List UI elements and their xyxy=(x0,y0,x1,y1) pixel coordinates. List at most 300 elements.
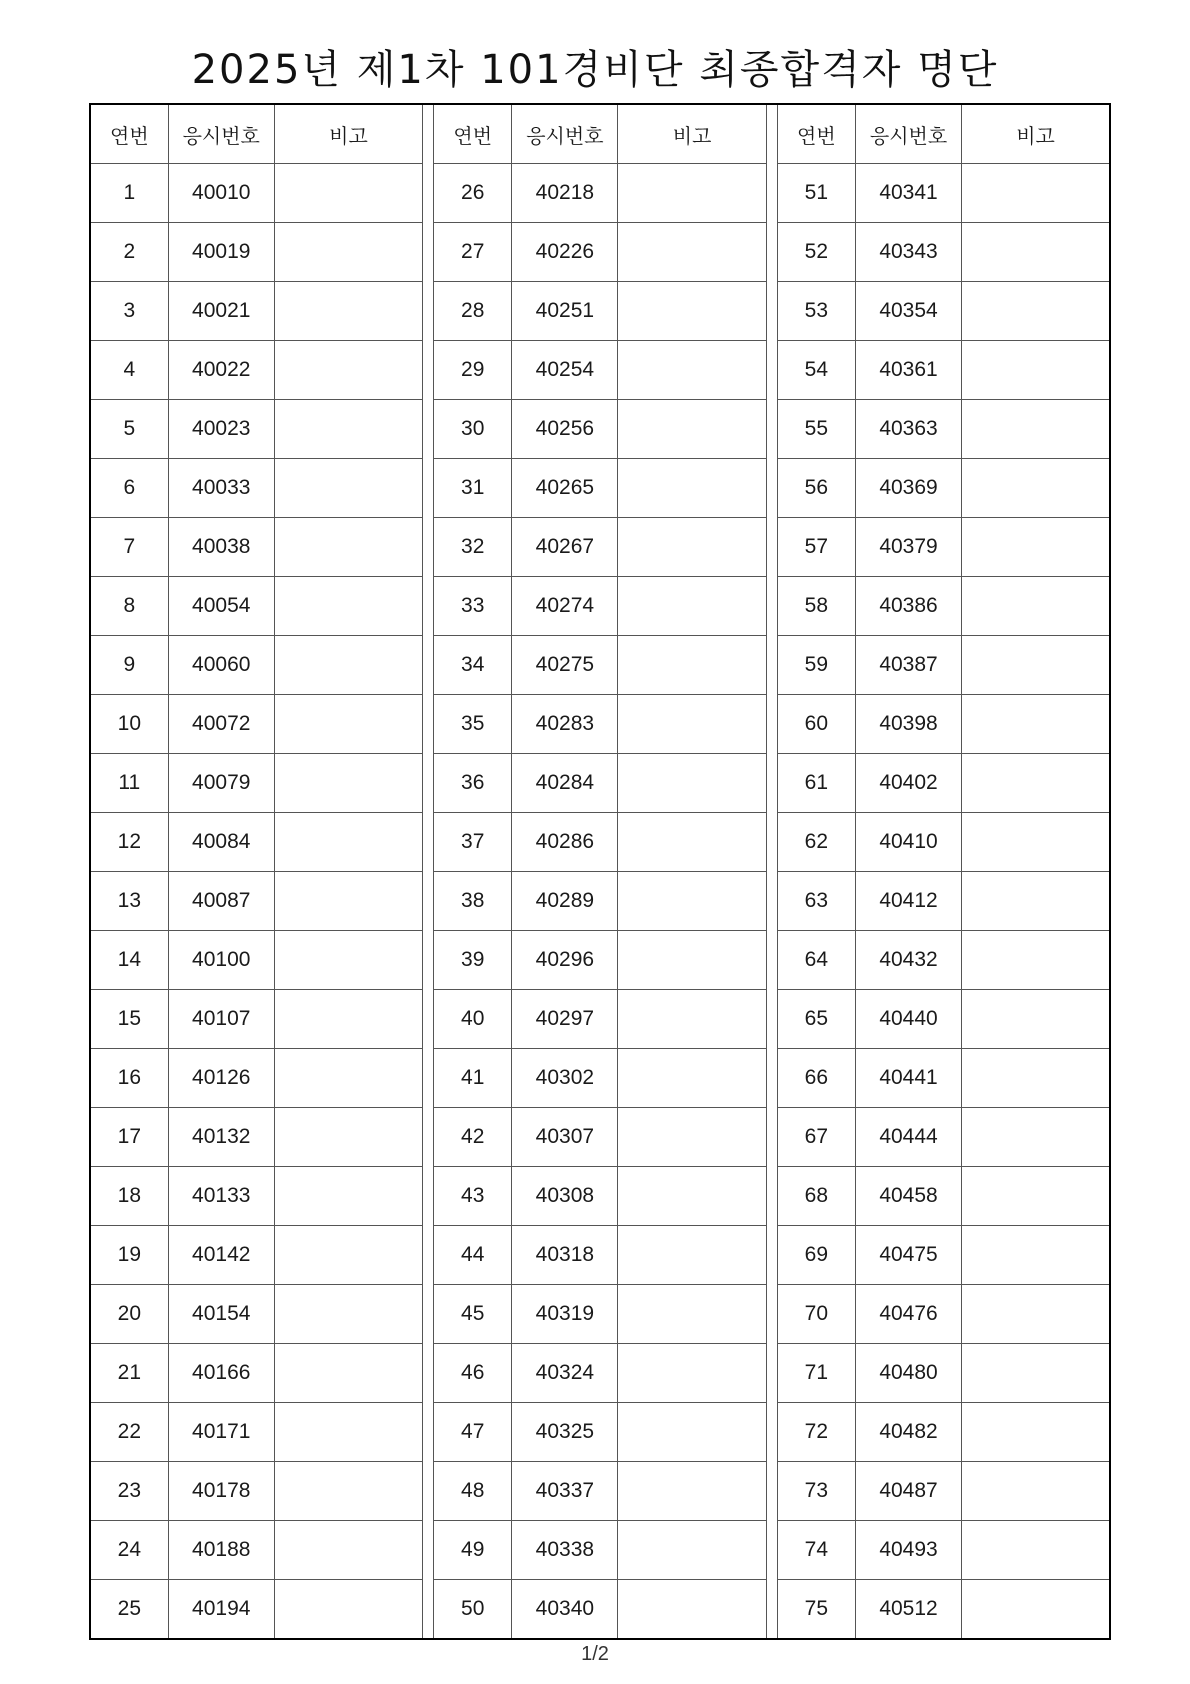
note-cell xyxy=(962,636,1110,695)
seq-cell: 48 xyxy=(434,1462,512,1521)
exam-number-cell: 40402 xyxy=(855,754,961,813)
exam-number-cell: 40022 xyxy=(168,341,274,400)
note-cell xyxy=(274,754,422,813)
seq-cell: 5 xyxy=(90,400,168,459)
table-row xyxy=(90,872,1110,931)
seq-cell: 60 xyxy=(777,695,855,754)
table-row xyxy=(90,400,1110,459)
exam-number-cell: 40296 xyxy=(512,931,618,990)
table-row xyxy=(90,1462,1110,1521)
note-cell xyxy=(962,1049,1110,1108)
exam-number-cell: 40387 xyxy=(855,636,961,695)
table-row xyxy=(90,1049,1110,1108)
seq-cell: 53 xyxy=(777,282,855,341)
column-gap xyxy=(423,1403,434,1462)
seq-cell: 54 xyxy=(777,341,855,400)
exam-number-cell: 40286 xyxy=(512,813,618,872)
passer-roster-table xyxy=(89,103,1111,1640)
table-row xyxy=(90,1167,1110,1226)
exam-number-cell: 40275 xyxy=(512,636,618,695)
header-note: 비고 xyxy=(618,104,766,164)
column-gap xyxy=(423,872,434,931)
seq-cell: 52 xyxy=(777,223,855,282)
exam-number-cell: 40412 xyxy=(855,872,961,931)
column-gap xyxy=(423,990,434,1049)
exam-number-cell: 40338 xyxy=(512,1521,618,1580)
seq-cell: 1 xyxy=(90,164,168,223)
exam-number-cell: 40010 xyxy=(168,164,274,223)
note-cell xyxy=(618,1167,766,1226)
seq-cell: 37 xyxy=(434,813,512,872)
note-cell xyxy=(274,813,422,872)
column-gap xyxy=(766,1462,777,1521)
exam-number-cell: 40060 xyxy=(168,636,274,695)
exam-number-cell: 40100 xyxy=(168,931,274,990)
table-row xyxy=(90,636,1110,695)
note-cell xyxy=(962,282,1110,341)
note-cell xyxy=(962,577,1110,636)
column-gap xyxy=(766,931,777,990)
note-cell xyxy=(618,1580,766,1640)
seq-cell: 68 xyxy=(777,1167,855,1226)
note-cell xyxy=(962,1344,1110,1403)
note-cell xyxy=(618,1344,766,1403)
seq-cell: 28 xyxy=(434,282,512,341)
exam-number-cell: 40267 xyxy=(512,518,618,577)
note-cell xyxy=(962,990,1110,1049)
seq-cell: 61 xyxy=(777,754,855,813)
note-cell xyxy=(962,754,1110,813)
column-gap xyxy=(766,872,777,931)
note-cell xyxy=(618,1049,766,1108)
exam-number-cell: 40341 xyxy=(855,164,961,223)
column-gap xyxy=(423,400,434,459)
seq-cell: 43 xyxy=(434,1167,512,1226)
exam-number-cell: 40274 xyxy=(512,577,618,636)
note-cell xyxy=(962,695,1110,754)
note-cell xyxy=(962,400,1110,459)
exam-number-cell: 40476 xyxy=(855,1285,961,1344)
note-cell xyxy=(274,518,422,577)
note-cell xyxy=(274,636,422,695)
column-gap xyxy=(766,223,777,282)
seq-cell: 69 xyxy=(777,1226,855,1285)
column-gap xyxy=(423,341,434,400)
seq-cell: 41 xyxy=(434,1049,512,1108)
exam-number-cell: 40308 xyxy=(512,1167,618,1226)
note-cell xyxy=(618,1462,766,1521)
document-title: 2025년 제1차 101경비단 최종합격자 명단 xyxy=(191,47,999,93)
exam-number-cell: 40386 xyxy=(855,577,961,636)
exam-number-cell: 40251 xyxy=(512,282,618,341)
column-gap xyxy=(423,1167,434,1226)
note-cell xyxy=(274,1049,422,1108)
seq-cell: 57 xyxy=(777,518,855,577)
note-cell xyxy=(618,1521,766,1580)
exam-number-cell: 40019 xyxy=(168,223,274,282)
table-row xyxy=(90,990,1110,1049)
note-cell xyxy=(618,164,766,223)
seq-cell: 36 xyxy=(434,754,512,813)
exam-number-cell: 40337 xyxy=(512,1462,618,1521)
exam-number-cell: 40132 xyxy=(168,1108,274,1167)
column-gap xyxy=(766,1285,777,1344)
exam-number-cell: 40354 xyxy=(855,282,961,341)
column-gap xyxy=(423,223,434,282)
column-gap xyxy=(423,577,434,636)
exam-number-cell: 40265 xyxy=(512,459,618,518)
column-gap xyxy=(423,164,434,223)
seq-cell: 70 xyxy=(777,1285,855,1344)
column-gap xyxy=(766,1226,777,1285)
column-gap xyxy=(766,104,777,164)
column-gap xyxy=(423,1462,434,1521)
table-row xyxy=(90,1108,1110,1167)
note-cell xyxy=(962,813,1110,872)
seq-cell: 12 xyxy=(90,813,168,872)
note-cell xyxy=(274,1580,422,1640)
column-gap xyxy=(423,1108,434,1167)
column-gap xyxy=(423,1285,434,1344)
exam-number-cell: 40126 xyxy=(168,1049,274,1108)
seq-cell: 75 xyxy=(777,1580,855,1640)
seq-cell: 63 xyxy=(777,872,855,931)
exam-number-cell: 40283 xyxy=(512,695,618,754)
note-cell xyxy=(618,1226,766,1285)
seq-cell: 62 xyxy=(777,813,855,872)
note-cell xyxy=(618,931,766,990)
column-gap xyxy=(423,695,434,754)
column-gap xyxy=(766,459,777,518)
column-gap xyxy=(423,459,434,518)
seq-cell: 10 xyxy=(90,695,168,754)
note-cell xyxy=(618,400,766,459)
note-cell xyxy=(962,1580,1110,1640)
exam-number-cell: 40079 xyxy=(168,754,274,813)
column-gap xyxy=(423,1344,434,1403)
note-cell xyxy=(274,400,422,459)
seq-cell: 21 xyxy=(90,1344,168,1403)
note-cell xyxy=(618,577,766,636)
column-gap xyxy=(766,282,777,341)
note-cell xyxy=(618,695,766,754)
exam-number-cell: 40226 xyxy=(512,223,618,282)
table-row xyxy=(90,164,1110,223)
seq-cell: 2 xyxy=(90,223,168,282)
exam-number-cell: 40441 xyxy=(855,1049,961,1108)
column-gap xyxy=(766,1167,777,1226)
page-number: 1/2 xyxy=(581,1643,609,1665)
seq-cell: 17 xyxy=(90,1108,168,1167)
exam-number-cell: 40343 xyxy=(855,223,961,282)
seq-cell: 8 xyxy=(90,577,168,636)
seq-cell: 31 xyxy=(434,459,512,518)
exam-number-cell: 40133 xyxy=(168,1167,274,1226)
seq-cell: 32 xyxy=(434,518,512,577)
seq-cell: 55 xyxy=(777,400,855,459)
note-cell xyxy=(618,872,766,931)
seq-cell: 58 xyxy=(777,577,855,636)
column-gap xyxy=(423,813,434,872)
column-gap xyxy=(423,1226,434,1285)
exam-number-cell: 40218 xyxy=(512,164,618,223)
exam-number-cell: 40369 xyxy=(855,459,961,518)
exam-number-cell: 40166 xyxy=(168,1344,274,1403)
exam-number-cell: 40487 xyxy=(855,1462,961,1521)
seq-cell: 6 xyxy=(90,459,168,518)
column-gap xyxy=(766,577,777,636)
header-note: 비고 xyxy=(962,104,1110,164)
exam-number-cell: 40307 xyxy=(512,1108,618,1167)
table-row xyxy=(90,459,1110,518)
seq-cell: 15 xyxy=(90,990,168,1049)
exam-number-cell: 40188 xyxy=(168,1521,274,1580)
note-cell xyxy=(274,1344,422,1403)
exam-number-cell: 40458 xyxy=(855,1167,961,1226)
table-row xyxy=(90,695,1110,754)
seq-cell: 11 xyxy=(90,754,168,813)
exam-number-cell: 40324 xyxy=(512,1344,618,1403)
column-gap xyxy=(766,1108,777,1167)
header-seq: 연번 xyxy=(777,104,855,164)
column-gap xyxy=(766,636,777,695)
note-cell xyxy=(274,872,422,931)
seq-cell: 3 xyxy=(90,282,168,341)
column-gap xyxy=(766,400,777,459)
exam-number-cell: 40297 xyxy=(512,990,618,1049)
table-row xyxy=(90,1344,1110,1403)
note-cell xyxy=(962,931,1110,990)
note-cell xyxy=(618,1403,766,1462)
column-gap xyxy=(423,931,434,990)
note-cell xyxy=(274,223,422,282)
seq-cell: 14 xyxy=(90,931,168,990)
seq-cell: 9 xyxy=(90,636,168,695)
column-gap xyxy=(766,1521,777,1580)
seq-cell: 73 xyxy=(777,1462,855,1521)
exam-number-cell: 40410 xyxy=(855,813,961,872)
seq-cell: 64 xyxy=(777,931,855,990)
note-cell xyxy=(618,282,766,341)
column-gap xyxy=(423,1580,434,1640)
seq-cell: 34 xyxy=(434,636,512,695)
seq-cell: 7 xyxy=(90,518,168,577)
exam-number-cell: 40444 xyxy=(855,1108,961,1167)
seq-cell: 27 xyxy=(434,223,512,282)
note-cell xyxy=(962,1462,1110,1521)
exam-number-cell: 40254 xyxy=(512,341,618,400)
exam-number-cell: 40398 xyxy=(855,695,961,754)
column-gap xyxy=(766,990,777,1049)
note-cell xyxy=(618,1108,766,1167)
column-gap xyxy=(423,518,434,577)
seq-cell: 45 xyxy=(434,1285,512,1344)
table-row xyxy=(90,813,1110,872)
exam-number-cell: 40087 xyxy=(168,872,274,931)
seq-cell: 30 xyxy=(434,400,512,459)
note-cell xyxy=(274,577,422,636)
exam-number-cell: 40363 xyxy=(855,400,961,459)
note-cell xyxy=(962,164,1110,223)
note-cell xyxy=(962,1226,1110,1285)
table-row xyxy=(90,931,1110,990)
column-gap xyxy=(766,1344,777,1403)
exam-number-cell: 40289 xyxy=(512,872,618,931)
note-cell xyxy=(618,518,766,577)
exam-number-cell: 40482 xyxy=(855,1403,961,1462)
note-cell xyxy=(618,341,766,400)
seq-cell: 72 xyxy=(777,1403,855,1462)
seq-cell: 13 xyxy=(90,872,168,931)
seq-cell: 23 xyxy=(90,1462,168,1521)
column-gap xyxy=(766,1580,777,1640)
column-gap xyxy=(423,1049,434,1108)
exam-number-cell: 40021 xyxy=(168,282,274,341)
exam-number-cell: 40142 xyxy=(168,1226,274,1285)
seq-cell: 22 xyxy=(90,1403,168,1462)
seq-cell: 49 xyxy=(434,1521,512,1580)
column-gap xyxy=(766,695,777,754)
note-cell xyxy=(274,1403,422,1462)
note-cell xyxy=(274,1226,422,1285)
exam-number-cell: 40480 xyxy=(855,1344,961,1403)
seq-cell: 71 xyxy=(777,1344,855,1403)
note-cell xyxy=(962,1167,1110,1226)
exam-number-cell: 40154 xyxy=(168,1285,274,1344)
column-gap xyxy=(423,104,434,164)
exam-number-cell: 40084 xyxy=(168,813,274,872)
seq-cell: 19 xyxy=(90,1226,168,1285)
exam-number-cell: 40318 xyxy=(512,1226,618,1285)
seq-cell: 44 xyxy=(434,1226,512,1285)
note-cell xyxy=(274,1167,422,1226)
seq-cell: 16 xyxy=(90,1049,168,1108)
column-gap xyxy=(766,813,777,872)
exam-number-cell: 40440 xyxy=(855,990,961,1049)
table-row xyxy=(90,282,1110,341)
exam-number-cell: 40302 xyxy=(512,1049,618,1108)
table-row xyxy=(90,1226,1110,1285)
column-gap xyxy=(423,754,434,813)
seq-cell: 40 xyxy=(434,990,512,1049)
seq-cell: 67 xyxy=(777,1108,855,1167)
column-gap xyxy=(423,636,434,695)
seq-cell: 42 xyxy=(434,1108,512,1167)
note-cell xyxy=(962,518,1110,577)
exam-number-cell: 40178 xyxy=(168,1462,274,1521)
note-cell xyxy=(274,1108,422,1167)
header-exam-no: 응시번호 xyxy=(168,104,274,164)
seq-cell: 29 xyxy=(434,341,512,400)
note-cell xyxy=(618,1285,766,1344)
note-cell xyxy=(618,813,766,872)
table-row xyxy=(90,1521,1110,1580)
header-note: 비고 xyxy=(274,104,422,164)
seq-cell: 18 xyxy=(90,1167,168,1226)
roster-body xyxy=(90,104,1110,1639)
note-cell xyxy=(962,1521,1110,1580)
column-gap xyxy=(766,518,777,577)
table-row xyxy=(90,223,1110,282)
exam-number-cell: 40340 xyxy=(512,1580,618,1640)
seq-cell: 33 xyxy=(434,577,512,636)
column-gap xyxy=(766,754,777,813)
note-cell xyxy=(274,282,422,341)
seq-cell: 56 xyxy=(777,459,855,518)
seq-cell: 47 xyxy=(434,1403,512,1462)
note-cell xyxy=(618,754,766,813)
seq-cell: 25 xyxy=(90,1580,168,1640)
exam-number-cell: 40325 xyxy=(512,1403,618,1462)
header-seq: 연번 xyxy=(434,104,512,164)
note-cell xyxy=(618,223,766,282)
exam-number-cell: 40171 xyxy=(168,1403,274,1462)
table-row xyxy=(90,754,1110,813)
seq-cell: 59 xyxy=(777,636,855,695)
note-cell xyxy=(962,1108,1110,1167)
header-exam-no: 응시번호 xyxy=(855,104,961,164)
column-gap xyxy=(423,1521,434,1580)
column-gap xyxy=(766,1403,777,1462)
seq-cell: 66 xyxy=(777,1049,855,1108)
note-cell xyxy=(962,459,1110,518)
note-cell xyxy=(618,636,766,695)
exam-number-cell: 40256 xyxy=(512,400,618,459)
note-cell xyxy=(274,164,422,223)
exam-number-cell: 40107 xyxy=(168,990,274,1049)
table-row xyxy=(90,1403,1110,1462)
note-cell xyxy=(274,695,422,754)
table-row xyxy=(90,577,1110,636)
note-cell xyxy=(274,459,422,518)
note-cell xyxy=(962,223,1110,282)
note-cell xyxy=(618,459,766,518)
seq-cell: 65 xyxy=(777,990,855,1049)
note-cell xyxy=(962,872,1110,931)
seq-cell: 74 xyxy=(777,1521,855,1580)
exam-number-cell: 40379 xyxy=(855,518,961,577)
seq-cell: 20 xyxy=(90,1285,168,1344)
exam-number-cell: 40054 xyxy=(168,577,274,636)
header-exam-no: 응시번호 xyxy=(512,104,618,164)
seq-cell: 24 xyxy=(90,1521,168,1580)
table-row xyxy=(90,518,1110,577)
table-row xyxy=(90,341,1110,400)
seq-cell: 50 xyxy=(434,1580,512,1640)
exam-number-cell: 40194 xyxy=(168,1580,274,1640)
exam-number-cell: 40361 xyxy=(855,341,961,400)
note-cell xyxy=(962,1403,1110,1462)
table-header-row xyxy=(90,104,1110,164)
note-cell xyxy=(618,990,766,1049)
note-cell xyxy=(274,341,422,400)
column-gap xyxy=(423,282,434,341)
exam-number-cell: 40033 xyxy=(168,459,274,518)
column-gap xyxy=(766,164,777,223)
note-cell xyxy=(274,1462,422,1521)
note-cell xyxy=(274,1521,422,1580)
exam-number-cell: 40023 xyxy=(168,400,274,459)
seq-cell: 35 xyxy=(434,695,512,754)
note-cell xyxy=(962,341,1110,400)
seq-cell: 39 xyxy=(434,931,512,990)
seq-cell: 51 xyxy=(777,164,855,223)
note-cell xyxy=(274,931,422,990)
seq-cell: 26 xyxy=(434,164,512,223)
exam-number-cell: 40475 xyxy=(855,1226,961,1285)
column-gap xyxy=(766,1049,777,1108)
seq-cell: 4 xyxy=(90,341,168,400)
